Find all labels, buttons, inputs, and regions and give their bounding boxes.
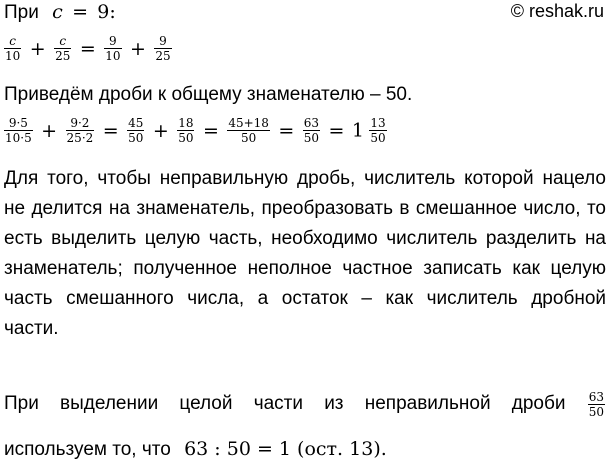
plus-sign: +	[129, 37, 146, 60]
value-nine: 9:	[97, 1, 116, 23]
word: выделении	[60, 393, 159, 414]
equation-1	[3, 34, 173, 63]
fraction-b: $\frac{9\cdot 2}{25\cdot 2}$	[66, 116, 94, 145]
header-line	[4, 1, 116, 24]
fraction-63-50: $\frac{63}{50}$	[588, 389, 604, 419]
word: При	[4, 393, 39, 414]
paragraph-line: части.	[4, 318, 59, 339]
fraction-g: $\frac{13}{50}$	[370, 116, 386, 145]
variable-c: c	[52, 1, 63, 23]
common-denominator-line: Приведём дроби к общему знаменателю – 50.	[4, 84, 413, 105]
fraction-e: $\frac{45+18}{50}$	[228, 116, 269, 145]
paragraph-line: знаменатель; полученное неполное частное записать как целую	[4, 258, 606, 279]
paragraph-line: не делится на знаменатель, преобразовать в смешанное число, то	[4, 198, 606, 219]
equation-2	[3, 116, 388, 145]
word: неправильной	[364, 393, 491, 414]
plus-sign: +	[41, 119, 58, 142]
whole-part: 1	[351, 119, 364, 142]
fraction-d: $\frac{18}{50}$	[178, 116, 194, 145]
equals-sign: =	[72, 1, 88, 23]
intro-word: При	[4, 2, 39, 23]
equals-sign: =	[79, 37, 96, 60]
fraction-9-25: $\frac{9}{25}$	[155, 34, 171, 63]
explanation-paragraph	[4, 164, 606, 344]
fraction-a: $\frac{9\cdot 5}{10\cdot 5}$	[5, 116, 32, 145]
paragraph-line: есть выделить целую часть, необходимо числитель разделить на	[4, 228, 606, 249]
equals-sign: =	[278, 119, 295, 142]
paragraph-line: Для того, чтобы неправильную дробь, числитель которой нацело	[4, 168, 606, 189]
equals-sign: =	[102, 119, 119, 142]
plus-sign: +	[152, 119, 169, 142]
fraction-c-25: $\frac{c}{25}$	[55, 34, 71, 63]
equals-sign: =	[328, 119, 345, 142]
word: дроби	[511, 393, 566, 414]
fraction-f: $\frac{63}{50}$	[303, 116, 320, 145]
word: из	[324, 393, 344, 414]
uses-text: используем то, что	[4, 439, 171, 460]
plus-sign: +	[29, 37, 46, 60]
paragraph-line: часть смешанного числа, а остаток – как числитель дробной	[4, 288, 606, 309]
fraction-9-10: $\frac{9}{10}$	[105, 34, 121, 63]
watermark: © reshak.ru	[510, 1, 604, 21]
fraction-c-10: $\frac{c}{10}$	[5, 34, 21, 63]
word: целой	[179, 393, 233, 414]
equals-sign: =	[202, 119, 219, 142]
word: части	[253, 393, 303, 414]
last-line-2	[4, 438, 387, 461]
last-line-1	[4, 384, 606, 424]
fraction-c: $\frac{45}{50}$	[128, 116, 144, 145]
division-result: 63 : 50 = 1 (ост. 13).	[184, 438, 387, 460]
